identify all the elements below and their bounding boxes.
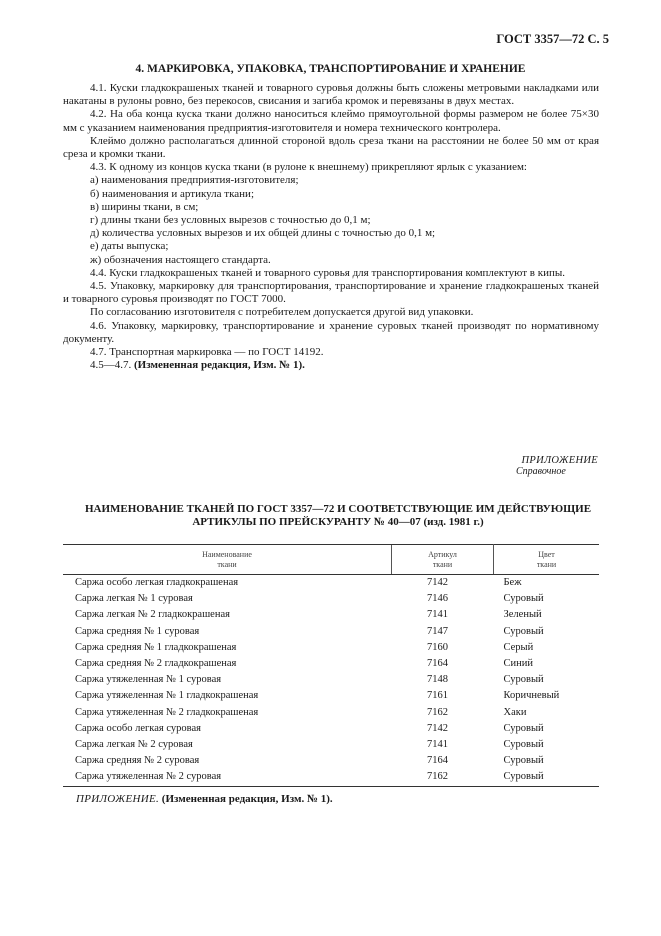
fabric-table xyxy=(63,544,599,787)
cell-name: Саржа особо легкая гладкокрашеная xyxy=(75,577,239,588)
footer-note xyxy=(76,793,333,805)
table-row xyxy=(63,607,599,623)
header-line: Цвет xyxy=(538,550,555,559)
cell-name: Саржа легкая № 2 гладкокрашеная xyxy=(75,609,230,621)
list-item: г) длины ткани без условных вырезов с точностью до 0,1 м; xyxy=(90,214,371,227)
cell-color: Суровый xyxy=(503,722,544,734)
list-item: е) даты выпуска; xyxy=(90,240,169,253)
cell-article: 7161 xyxy=(427,690,448,702)
cell-article: 7142 xyxy=(427,722,448,734)
section-body xyxy=(63,82,599,372)
table-row xyxy=(63,672,599,688)
table-title xyxy=(70,503,606,528)
amendment-ref: 4.5—4.7. xyxy=(90,359,132,372)
column-header-name xyxy=(63,545,392,575)
table-row xyxy=(63,575,599,592)
cell-name: Саржа средняя № 1 гладкокрашеная xyxy=(75,641,237,653)
cell-article: 7160 xyxy=(427,641,448,653)
header-line: ткани xyxy=(432,559,453,569)
cell-article: 7141 xyxy=(427,739,448,751)
column-header-color xyxy=(494,545,600,575)
appendix-subtitle: Справочное xyxy=(516,466,566,477)
cell-color: Суровый xyxy=(503,674,544,686)
cell-color: Суровый xyxy=(494,769,600,786)
header-line: Наименование xyxy=(202,550,252,559)
cell-name: Саржа легкая № 1 суровая xyxy=(75,593,193,605)
cell-article: 7142 xyxy=(427,577,448,588)
paragraph-4-1: 4.1. Куски гладкокрашеных тканей и товарного суровья должны быть сложены метровыми накладками или накатаны в рулоны ровно, без перекосов, свисания и загиба кромок и перевязаны в двух местах. xyxy=(63,82,599,108)
cell-name: Саржа утяжеленная № 2 гладкокрашеная xyxy=(75,706,259,718)
page-header: ГОСТ 3357—72 С. 5 xyxy=(496,32,609,46)
footer-label: ПРИЛОЖЕНИЕ. xyxy=(76,793,160,805)
table-row xyxy=(63,656,599,672)
list-item: д) количества условных вырезов и их общей длины с точностью до 0,1 м; xyxy=(90,227,436,240)
cell-color: Суровый xyxy=(503,593,544,605)
cell-article: 7162 xyxy=(427,706,448,718)
cell-color: Хаки xyxy=(503,706,527,718)
cell-article: 7148 xyxy=(427,674,448,686)
cell-color: Коричневый xyxy=(503,690,560,702)
table-row xyxy=(63,769,599,786)
list-item: а) наименования предприятия-изготовителя; xyxy=(90,174,299,187)
cell-color: Суровый xyxy=(503,739,544,751)
header-line: ткани xyxy=(536,559,557,569)
cell-name: Саржа средняя № 2 суровая xyxy=(75,755,200,767)
cell-color: Беж xyxy=(503,577,522,588)
cell-color: Зеленый xyxy=(503,609,542,621)
header-line: ткани xyxy=(217,559,237,569)
column-header-article xyxy=(392,545,494,575)
table-row xyxy=(63,753,599,769)
list-item: ж) обозначения настоящего стандарта. xyxy=(90,253,271,266)
paragraph-4-2: 4.2. На оба конца куска ткани должно наноситься клеймо прямоугольной формы размером не более 75×30 мм с указанием наименования предприятия-изготовителя и номера технического контролера. xyxy=(63,108,599,134)
cell-name: Саржа легкая № 2 суровая xyxy=(75,739,193,751)
paragraph-4-4: 4.4. Куски гладкокрашеных тканей и товарного суровья для транспортирования комплектуют в кипы. xyxy=(90,266,565,279)
cell-name: Саржа особо легкая суровая xyxy=(75,722,201,734)
table-row xyxy=(63,624,599,640)
cell-article: 7147 xyxy=(427,625,448,637)
cell-name: Саржа утяжеленная № 2 суровая xyxy=(63,769,392,786)
paragraph-4-6: 4.6. Упаковку, маркировку, транспортирование и хранение суровых тканей производят по нормативному документу. xyxy=(63,319,599,345)
cell-color: Синий xyxy=(503,658,533,670)
table-header-row xyxy=(63,545,599,575)
cell-article: 7164 xyxy=(427,658,448,670)
table-title-line: АРТИКУЛЫ ПО ПРЕЙСКУРАНТУ № 40—07 (изд. 1981 г.) xyxy=(192,515,484,528)
list-item: в) ширины ткани, в см; xyxy=(90,200,199,213)
amendment-note xyxy=(63,359,599,372)
cell-color: Серый xyxy=(503,641,534,653)
table-row xyxy=(63,737,599,753)
cell-name: Саржа утяжеленная № 1 гладкокрашеная xyxy=(75,690,259,702)
cell-color: Суровый xyxy=(503,625,544,637)
table-title-line: НАИМЕНОВАНИЕ ТКАНЕЙ ПО ГОСТ 3357—72 И СООТВЕТСТВУЮЩИЕ ИМ ДЕЙСТВУЮЩИЕ xyxy=(84,503,592,515)
section-title: 4. МАРКИРОВКА, УПАКОВКА, ТРАНСПОРТИРОВАНИЕ И ХРАНЕНИЕ xyxy=(135,63,526,75)
cell-article: 7141 xyxy=(427,609,448,621)
list-item: б) наименования и артикула ткани; xyxy=(90,187,255,200)
amendment-text: (Измененная редакция, Изм. № 1). xyxy=(134,359,305,372)
table-row xyxy=(63,591,599,607)
cell-article: 7162 xyxy=(392,769,494,786)
cell-name: Саржа средняя № 2 гладкокрашеная xyxy=(75,658,237,670)
paragraph-4-2-stamp: Клеймо должно располагаться длинной стороной вдоль среза ткани на расстоянии не более 50 мм от края среза и кромки ткани. xyxy=(63,134,599,161)
paragraph-4-7: 4.7. Транспортная маркировка — по ГОСТ 14192. xyxy=(90,346,324,359)
cell-article: 7146 xyxy=(427,593,448,605)
footer-text: (Измененная редакция, Изм. № 1). xyxy=(161,793,333,805)
table-row xyxy=(63,705,599,721)
table-row xyxy=(63,721,599,737)
table-row xyxy=(63,640,599,656)
cell-article: 7164 xyxy=(427,755,448,767)
paragraph-4-5-agreement: По согласованию изготовителя с потребителем допускается другой вид упаковки. xyxy=(90,306,474,319)
cell-name: Саржа средняя № 1 суровая xyxy=(75,625,200,637)
table-row xyxy=(63,688,599,704)
cell-color: Суровый xyxy=(503,755,544,767)
paragraph-4-3: 4.3. К одному из концов куска ткани (в рулоне к внешнему) прикрепляют ярлык с указанием: xyxy=(90,161,527,174)
paragraph-4-5: 4.5. Упаковку, маркировку для транспортирования, транспортирование и хранение гладкокрашеных тканей и товарного суровья производят по ГОСТ 7000. xyxy=(63,280,599,306)
header-line: Артикул xyxy=(428,550,457,559)
cell-name: Саржа утяжеленная № 1 суровая xyxy=(75,674,222,686)
appendix-label: ПРИЛОЖЕНИЕ xyxy=(521,455,598,466)
